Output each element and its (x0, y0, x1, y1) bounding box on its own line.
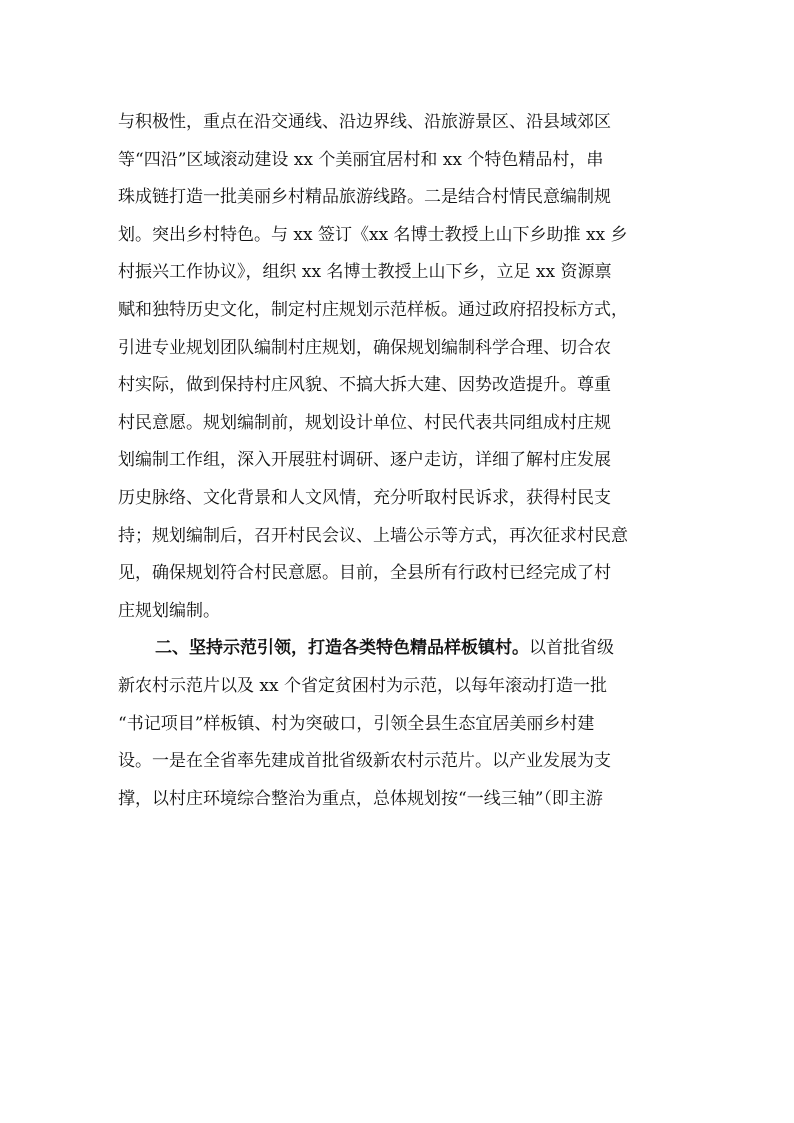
body-text (118, 104, 683, 818)
paragraph-line: “书记项目”样板镇、村为突破口，引领全县生态宜居美丽乡村建 (118, 713, 595, 734)
paragraph-line: 历史脉络、文化背景和人文风情，充分听取村民诉求，获得村民支 (118, 487, 611, 508)
paragraph-line: 新农村示范片以及 xx 个省定贫困村为示范，以每年滚动打造一批 (118, 675, 607, 696)
paragraph-line: 持；规划编制后，召开村民会议、上墙公示等方式，再次征求村民意 (118, 525, 628, 546)
paragraph-line: 珠成链打造一批美丽乡村精品旅游线路。二是结合村情民意编制规 (118, 187, 611, 208)
paragraph-line: 见，确保规划符合村民意愿。目前，全县所有行政村已经完成了村 (118, 563, 611, 584)
section-heading: 二、坚持示范引领，打造各类特色精品样板镇村。 (155, 638, 529, 659)
section-heading-line (118, 630, 683, 668)
paragraph-line: 设。一是在全省率先建成首批省级新农村示范片。以产业发展为支 (118, 751, 611, 772)
paragraph-line: 划编制工作组，深入开展驻村调研、逐户走访，详细了解村庄发展 (118, 450, 611, 471)
paragraph-line: 等“四沿”区域滚动建设 xx 个美丽宜居村和 xx 个特色精品村，串 (118, 149, 604, 170)
section-heading-continuation: 以首批省级 (529, 638, 614, 659)
paragraph-line: 撑，以村庄环境综合整治为重点，总体规划按“一线三轴”（即主游 (118, 788, 603, 809)
paragraph-line: 村振兴工作协议》，组织 xx 名博士教授上山下乡，立足 xx 资源禀 (118, 262, 612, 283)
paragraph-line: 引进专业规划团队编制村庄规划，确保规划编制科学合理、切合农 (118, 337, 611, 358)
paragraph-line: 赋和独特历史文化，制定村庄规划示范样板。通过政府招投标方式， (118, 299, 628, 320)
paragraph-line: 村实际，做到保持村庄风貌、不搞大拆大建、因势改造提升。尊重 (118, 375, 611, 396)
paragraph-line: 庄规划编制。 (118, 600, 220, 621)
paragraph-line: 划。突出乡村特色。与 xx 签订《xx 名博士教授上山下乡助推 xx 乡 (118, 224, 628, 245)
paragraph-line: 村民意愿。规划编制前，规划设计单位、村民代表共同组成村庄规 (118, 412, 611, 433)
paragraph-line: 与积极性，重点在沿交通线、沿边界线、沿旅游景区、沿县域郊区 (118, 112, 611, 132)
